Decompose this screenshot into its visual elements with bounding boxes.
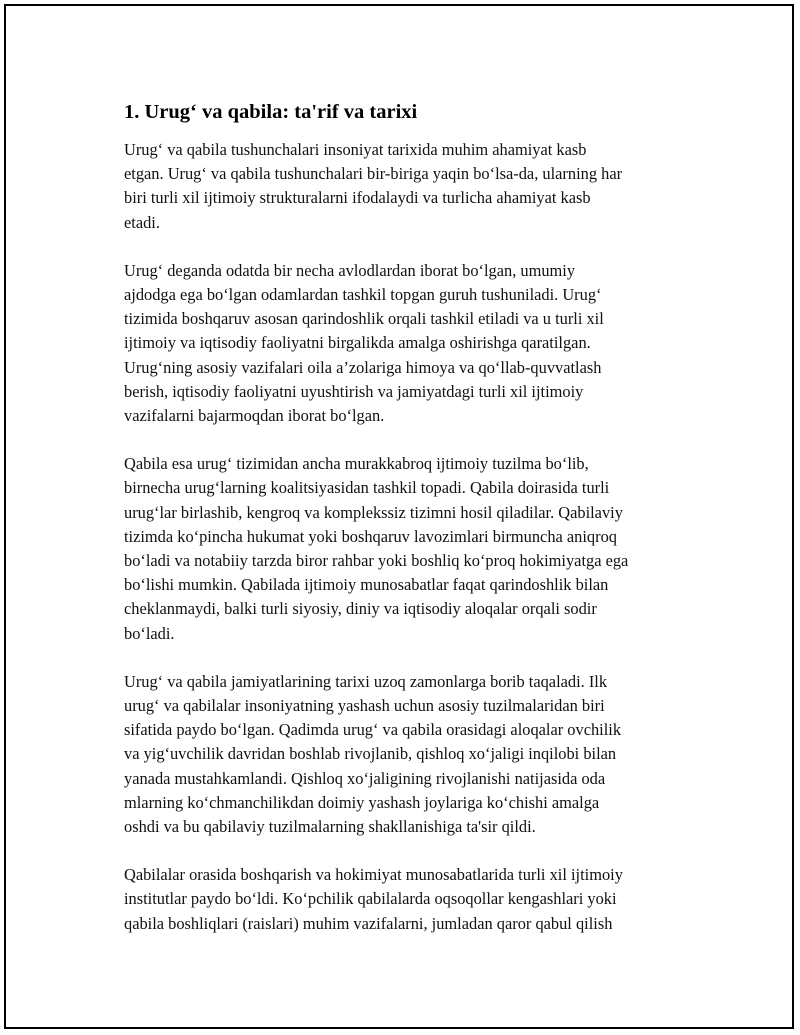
paragraph-urug: Urug‘ deganda odatda bir necha avlodlardan iborat bo‘lgan, umumiy ajdodga ega bo‘lgan odamlardan tashkil topgan guruh tushuniladi. Urug‘ tizimida boshqaruv asosan qarindoshlik orqali tashkil etiladi va u turli xil ijtimoiy va iqtisodiy faoliyatni birgalikda amalga oshirishga qaratilgan. Urug‘ning asosiy vazifalari oila a’zolariga himoya va qo‘llab-quvvatlash berish, iqtisodiy faoliyatni uyushtirish va jamiyatdagi turli xil ijtimoiy vazifalarni bajarmoqdan iborat bo‘lgan. bbox=[124, 260, 604, 426]
paragraph-history: Urug‘ va qabila jamiyatlarining tarixi uzoq zamonlarga borib taqaladi. Ilk urug‘ va qabilalar insoniyatning yashash uchun asosiy tuzilmalaridan biri sifatida paydo bo‘lgan. Qadimda urug‘ va qabila orasidagi aloqalar ovchilik va yig‘uvchilik davridan boshlab rivojlanib, qishloq xo‘jaligi inqilobi bilan yanada mustahkamlandi. Qishloq xo‘jaligining rivojlanishi natijasida oda mlarning ko‘chmanchilikdan doimiy yashash joylariga ko‘chishi amalga oshdi va bu qabilaviy tuzilmalarning shakllanishiga ta'sir qildi. bbox=[124, 671, 622, 837]
paragraph-governance: Qabilalar orasida boshqarish va hokimiyat munosabatlarida turli xil ijtimoiy institutlar paydo bo‘ldi. Ko‘pchilik qabilalarda oqsoqollar kengashlari yoki qabila boshliqlari (raislari) muhim vazifalarni, jumladan qaror qabul qilish bbox=[124, 865, 623, 933]
page-frame bbox=[4, 4, 794, 1029]
paragraph-intro: Urug‘ va qabila tushunchalari insoniyat tarixida muhim ahamiyat kasb etgan. Urug‘ va qabila tushunchalari bir-biriga yaqin bo‘lsa-da, ularning har biri turli xil ijtimoiy strukturalarni ifodalaydi va turlicha ahamiyat kasb etadi. bbox=[124, 140, 623, 232]
document-body bbox=[124, 98, 700, 960]
paragraph-qabila: Qabila esa urug‘ tizimidan ancha murakkabroq ijtimoiy tuzilma bo‘lib, birnecha urug‘larning koalitsiyasidan tashkil topadi. Qabila doirasida turli urug‘lar birlashib, kengroq va komplekssiz tizimni hosil qiladilar. Qabilaviy tizimda ko‘pincha hukumat yoki boshqaruv lavozimlari birmuncha aniqroq bo‘ladi va notabiiy tarzda biror rahbar yoki boshliq ko‘proq hokimiyatga ega bo‘lishi mumkin. Qabilada ijtimoiy munosabatlar faqat qarindoshlik bilan cheklanmaydi, balki turli siyosiy, diniy va iqtisodiy aloqalar orqali sodir bo‘ladi. bbox=[124, 454, 629, 643]
section-heading: 1. Urug‘ va qabila: ta'rif va tarixi bbox=[124, 101, 418, 123]
